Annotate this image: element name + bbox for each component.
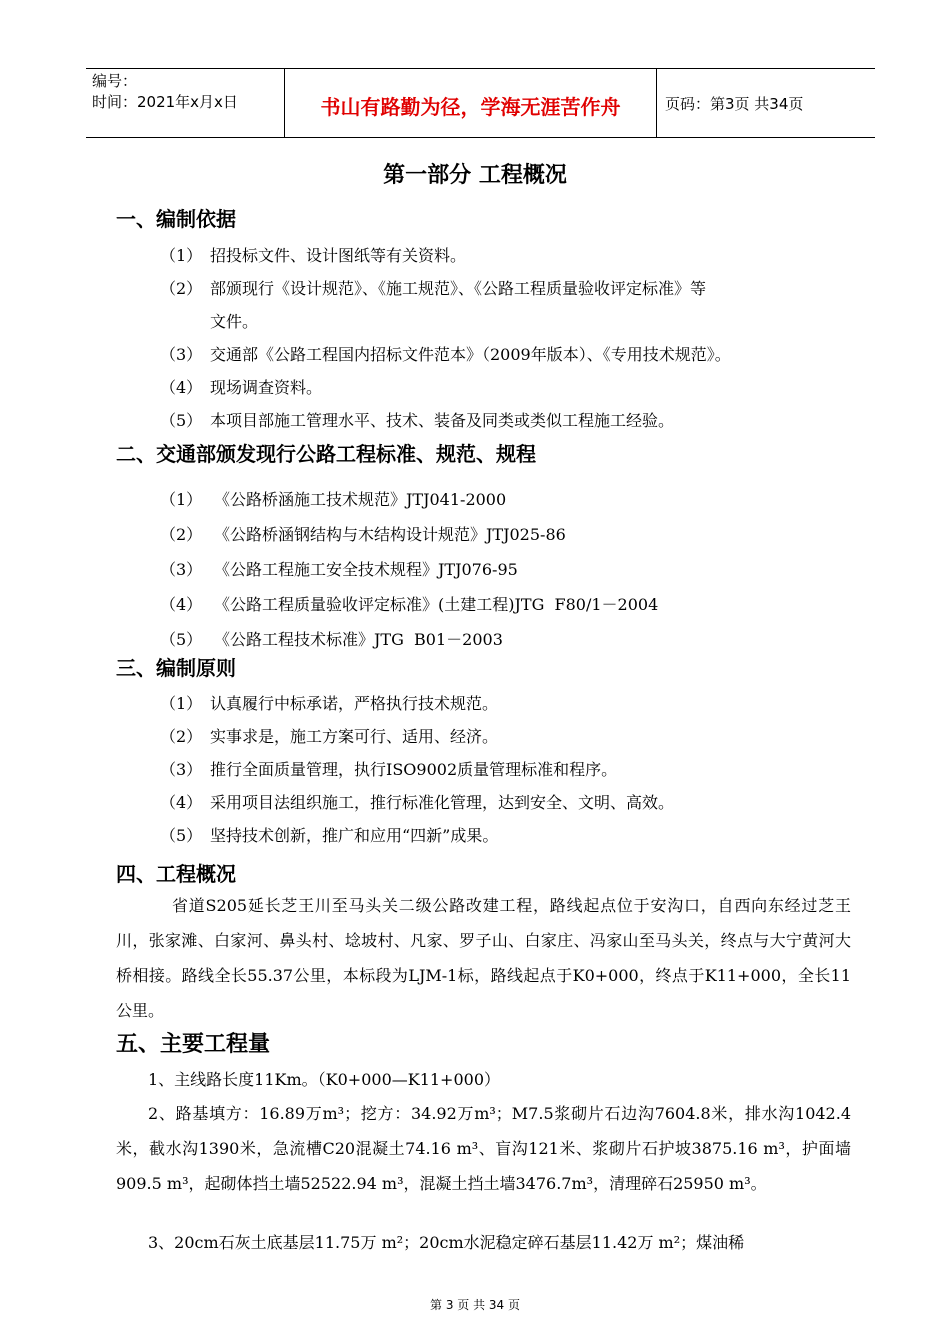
- item-number: （4）: [160, 378, 203, 397]
- item-number: （4）: [160, 595, 203, 614]
- item-number: （4）: [160, 793, 203, 812]
- page-header: [86, 68, 875, 138]
- quantity-paragraph-1: 1、主线路长度11Km。（K0+000—K11+000）: [148, 1070, 501, 1089]
- item-text: 《公路桥涵施工技术规范》JTJ041-2000: [214, 490, 507, 509]
- item-number: （2）: [160, 525, 203, 544]
- item-number: （1）: [160, 490, 203, 509]
- section-5-title: 五、主要工程量: [116, 1032, 271, 1057]
- quantity-paragraph-3: 3、20cm石灰土底基层11.75万 m²；20cm水泥稳定碎石基层11.42万 m²；煤油稀: [148, 1233, 745, 1252]
- item-text: 部颁现行《设计规范》、《施工规范》、《公路工程质量验收评定标准》等: [210, 279, 707, 298]
- item-number: （5）: [160, 630, 203, 649]
- page-footer: 第 3 页 共 34 页: [430, 1298, 520, 1312]
- item-text: 《公路工程技术标准》JTG B01－2003: [214, 630, 503, 649]
- item-text: 《公路工程质量验收评定标准》(土建工程)JTG F80/1－2004: [214, 595, 659, 614]
- item-text: 《公路工程施工安全技术规程》JTJ076-95: [214, 560, 518, 579]
- item-number: （2）: [160, 279, 203, 298]
- section-1-title: 一、编制依据: [116, 207, 236, 231]
- number-label: 编号：: [92, 72, 138, 90]
- item-number: （3）: [160, 760, 203, 779]
- item-text: 认真履行中标承诺，严格执行技术规范。: [210, 694, 499, 713]
- item-text: 实事求是，施工方案可行、适用、经济。: [210, 727, 499, 746]
- header-page-label: 页码：第3页 共34页: [665, 94, 804, 113]
- section-3-title: 三、编制原则: [116, 656, 236, 680]
- item-text: 交通部《公路工程国内招标文件范本》（2009年版本）、《专用技术规范》。: [210, 345, 731, 364]
- item-number: （1）: [160, 246, 203, 265]
- overview-paragraph: 省道S205延长芝王川至马头关二级公路改建工程，路线起点位于安沟口，自西向东经过芝王川，张家滩、白家河、鼻头村、埝坡村、凡家、罗子山、白家庄、冯家山至马头关，终点与大宁黄河大桥相接。路线全长55.37公里，本标段为LJM-1标，路线起点于K0+000，终点于K11+000，全长11公里。: [116, 896, 851, 1020]
- item-text: 采用项目法组织施工，推行标准化管理，达到安全、文明、高效。: [210, 793, 675, 812]
- header-meta: [86, 69, 285, 137]
- item-text: 推行全面质量管理，执行ISO9002质量管理标准和程序。: [210, 760, 618, 779]
- item-text: 招投标文件、设计图纸等有关资料。: [210, 246, 467, 265]
- item-number: （1）: [160, 694, 203, 713]
- header-motto: 书山有路勤为径，学海无涯苦作舟: [285, 69, 657, 137]
- quantity-paragraph-2: 2、路基填方：16.89万m³；挖方：34.92万m³；M7.5浆砌片石边沟7604.8米，排水沟1042.4米，截水沟1390米，急流槽C20混凝土74.16 m³、盲沟121米、浆砌片石护坡3875.16 m³，护面墙909.5 m³，起砌体挡土墙52522.94 m³，混凝土挡土墙3476.7m³，清理碎石25950 m³。: [116, 1104, 851, 1193]
- section-2-title: 二、交通部颁发现行公路工程标准、规范、规程: [116, 442, 536, 466]
- part-title: 第一部分 工程概况: [383, 163, 567, 188]
- item-text: 本项目部施工管理水平、技术、装备及同类或类似工程施工经验。: [210, 411, 675, 430]
- item-number: （3）: [160, 345, 203, 364]
- item-text: 文件。: [210, 312, 259, 331]
- item-text: 坚持技术创新，推广和应用“四新”成果。: [210, 826, 499, 845]
- item-number: （2）: [160, 727, 203, 746]
- item-number: （5）: [160, 411, 203, 430]
- section-4-title: 四、工程概况: [116, 862, 236, 886]
- item-number: （5）: [160, 826, 203, 845]
- item-text: 现场调查资料。: [210, 378, 323, 397]
- time-label: 时间：2021年x月x日: [92, 93, 238, 111]
- item-text: 《公路桥涵钢结构与木结构设计规范》JTJ025-86: [214, 525, 566, 544]
- item-number: （3）: [160, 560, 203, 579]
